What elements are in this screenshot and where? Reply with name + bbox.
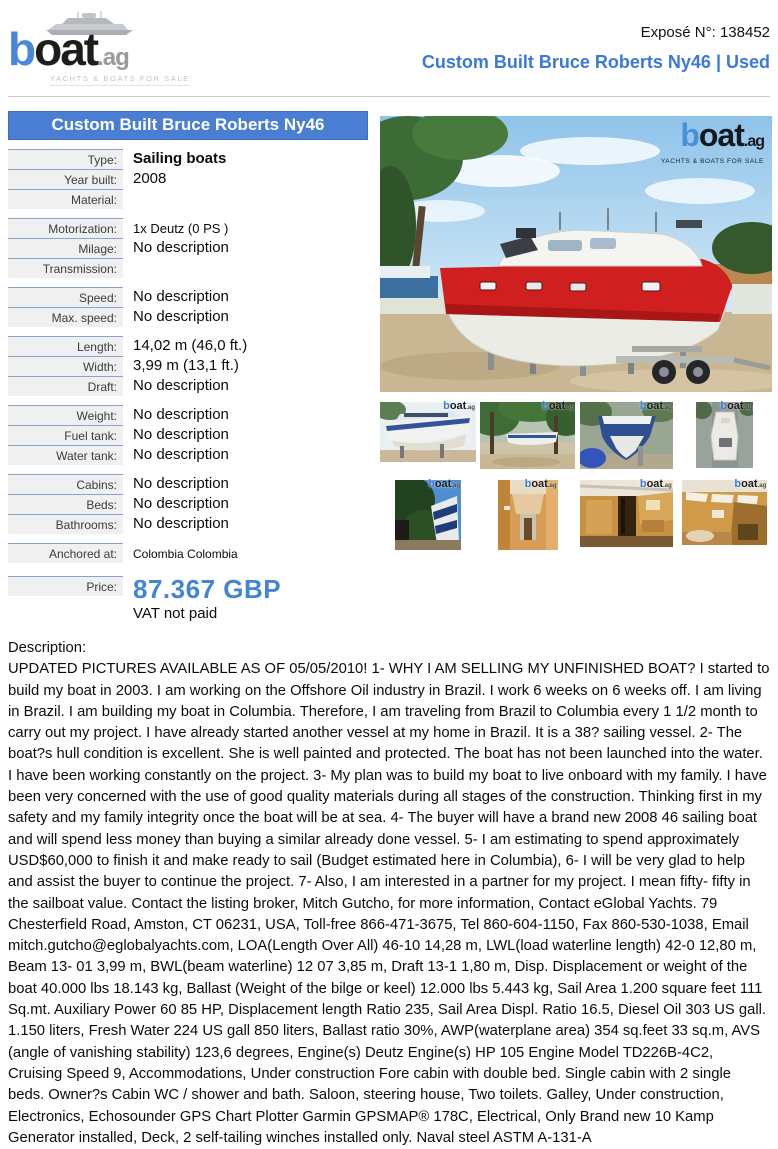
thumbnail-cell <box>579 480 674 550</box>
spec-row <box>8 425 368 445</box>
spec-group <box>8 405 368 465</box>
price-block <box>123 576 281 622</box>
spec-label: Cabins: <box>8 474 123 494</box>
description-label: Description: <box>8 640 87 656</box>
spec-row <box>8 376 368 396</box>
thumbnail-photo-interior-fore-cabin[interactable] <box>498 480 558 550</box>
price-row <box>8 576 368 622</box>
gallery-column <box>380 111 772 622</box>
spec-value: No description <box>133 475 229 492</box>
listing-title-header: Custom Built Bruce Roberts Ny46 | Used <box>421 52 770 72</box>
thumbnail-watermark: boat.ag <box>639 478 672 490</box>
spec-value: 2008 <box>133 170 167 187</box>
thumbnail-watermark: boat.ag <box>443 400 475 412</box>
spec-label: Length: <box>8 336 123 356</box>
spec-row <box>8 494 368 514</box>
spec-row <box>8 356 368 376</box>
spec-label: Draft: <box>8 376 123 396</box>
spec-value <box>123 189 133 190</box>
thumbnail-cell <box>579 402 674 472</box>
watermark-tagline: YACHTS & BOATS FOR SALE <box>660 158 764 165</box>
spec-row <box>8 543 368 563</box>
spec-table <box>8 149 368 563</box>
spec-label: Milage: <box>8 238 123 258</box>
thumbnail-watermark: boat.ag <box>542 400 574 412</box>
spec-value: No description <box>133 515 229 532</box>
thumbnail-cell <box>678 402 773 472</box>
thumbnail-cell <box>480 480 575 550</box>
spec-label: Transmission: <box>8 258 123 278</box>
spec-value: No description <box>133 426 229 443</box>
description-text: UPDATED PICTURES AVAILABLE AS OF 05/05/2010! 1- WHY I AM SELLING MY UNFINISHED BOAT? I started to build my boat in 2003. I am working on the Offshore Oil industry in Brazil. I work 6 weeks on 6 weeks off. I am living in Brazil. I am building my boat in Columbia. Therefore, I am traveling from Brazil to Columbia every 1 1/2 month to carry out my project. I have already started another vessel at my home in Brazil. It is a 38? sailing vessel. 2- The boat?s hull condition is excellent. She is well painted and protected. The boat has not been launched into the water. I have been working constantly on the project. 3- My plan was to build my boat to live onboard with my family. I have been very concerned with the use of good quality materials during all stages of the construction. Thinking first in my safety and my family integrity once the boat will be at sea. 4- The buyer will have a brand new 2008 46 sailing boat and will spend less money than buying a similar already done vessel. 5- I am estimating to spend approximately USD$60,000 to finish it and make ready to sail (Budget estimated here in Columbia), 6- I will be very glad to help and assist the buyer to continue the project. 7- Also, I am interested in a partner for my project. I mean fifty- fifty in the sailboat value. Contact the listing broker, Mitch Gutcho, for more information, Contact eGlobal Yachts. 79 Chesterfield Road, Amston, CT 06231, USA, Toll-free 866-471-3675, Tel 860-604-1150, Fax 860-530-1038, Email mitch.gutcho@eglobalyachts.com, LOA(Length Over All) 46-10 14,28 m, LWL(load waterline length) 42-0 12,80 m, Beam 13- 01 3,99 m, BWL(beam waterline) 12 07 3,85 m, Draft 13-1 1,80 m, Disp. Displacement or weight of the boat 40.000 lbs 18.143 kg, Ballast (Weight of the bilge or keel) 12.000 lbs 5.443 kg, Sail Area 1.200 square feet 111 Sq.mt. Auxiliary Power 60 85 HP, Displacement length Ratio 235, Sail Area Displ. Ratio 16.5, Diesel Oil 303 US gall. 1.150 liters, Fresh Water 224 US gall 850 liters, Ballast ratio 30%, AWP(waterplane area) 354 sq.feet 33 sq.m, AVS (angle of vanishing stability) 123,6 degrees, Engine(s) Deutz Engine(s) HP 105 Engine Model TD226B-4C2, Cruising Speed 9, Accommodations, Under construction Fore cabin with double bed. Single cabin with 2 single beds. Owner?s Cabin WC / shower and bath. Saloon, steering house, Two toilets. Galley, Under construction, Electronics, Echosounder GPS Chart Plotter Garmin GPSMAP® 178C, Electrical, Only Brand new 10 Kamp Generator installed, Deck, 2 self-tailing winches installed only. Naval steel ASTM A-131-A <box>8 661 770 1146</box>
thumbnail-photo-boatyard-trees[interactable] <box>480 402 575 469</box>
thumbnail-cell <box>480 402 575 472</box>
spec-row <box>8 405 368 425</box>
spec-row <box>8 218 368 238</box>
spec-label: Beds: <box>8 494 123 514</box>
price-value: 87.367 GBP <box>133 574 282 604</box>
spec-label: Max. speed: <box>8 307 123 327</box>
thumbnail-photo-tree-and-bow[interactable] <box>395 480 461 550</box>
spec-row <box>8 189 368 209</box>
spec-value: No description <box>133 288 229 305</box>
spec-group <box>8 218 368 278</box>
spec-label: Motorization: <box>8 218 123 238</box>
thumbnail-grid <box>380 402 772 550</box>
thumbnail-photo-interior-saloon-2[interactable] <box>682 480 767 545</box>
spec-column <box>8 111 368 622</box>
spec-value: 14,02 m (46,0 ft.) <box>133 337 248 354</box>
spec-group <box>8 336 368 396</box>
expose-number: Exposé N°: 138452 <box>640 24 770 41</box>
spec-row <box>8 287 368 307</box>
spec-value: No description <box>133 406 229 423</box>
spec-value: No description <box>133 239 229 256</box>
header-divider <box>8 96 770 97</box>
thumbnail-watermark: boat.ag <box>720 400 753 412</box>
spec-row <box>8 149 368 169</box>
spec-row <box>8 307 368 327</box>
main-content <box>8 111 770 622</box>
thumbnail-cell <box>678 480 773 550</box>
spec-row <box>8 169 368 189</box>
thumbnail-cell <box>380 480 476 550</box>
spec-value: No description <box>133 377 229 394</box>
thumbnail-watermark: boat.ag <box>524 478 557 490</box>
spec-group <box>8 474 368 534</box>
thumbnail-photo-interior-saloon[interactable] <box>580 480 673 547</box>
spec-value: 3,99 m (13,1 ft.) <box>133 357 239 374</box>
thumbnail-photo-hull-side-view[interactable] <box>380 402 476 462</box>
spec-row <box>8 445 368 465</box>
page-header <box>8 8 770 94</box>
spec-value: No description <box>133 446 229 463</box>
spec-value <box>123 258 133 259</box>
spec-row <box>8 336 368 356</box>
brand-tagline: YACHTS & BOATS FOR SALE <box>50 74 190 86</box>
description-section <box>8 638 770 1149</box>
spec-row <box>8 238 368 258</box>
spec-label: Anchored at: <box>8 543 123 563</box>
spec-row <box>8 474 368 494</box>
spec-label: Fuel tank: <box>8 425 123 445</box>
spec-group <box>8 287 368 327</box>
price-vat-note: VAT not paid <box>133 605 218 622</box>
spec-label: Year built: <box>8 169 123 189</box>
spec-value: No description <box>133 308 229 325</box>
spec-label: Material: <box>8 189 123 209</box>
thumbnail-photo-deck-top-view[interactable] <box>696 402 753 468</box>
spec-row <box>8 258 368 278</box>
price-label: Price: <box>8 576 123 596</box>
main-photo[interactable] <box>380 116 772 392</box>
spec-label: Speed: <box>8 287 123 307</box>
spec-group <box>8 149 368 209</box>
spec-label: Width: <box>8 356 123 376</box>
spec-label: Type: <box>8 149 123 169</box>
boat-ag-logo[interactable] <box>8 8 228 94</box>
thumbnail-watermark: boat.ag <box>734 478 767 490</box>
spec-group <box>8 543 368 563</box>
spec-label: Bathrooms: <box>8 514 123 534</box>
thumbnail-watermark: boat.ag <box>639 400 672 412</box>
header-meta <box>422 8 770 94</box>
spec-value: 1x Deutz (0 PS ) <box>133 221 229 236</box>
thumbnail-watermark: boat.ag <box>428 478 460 490</box>
spec-value: Sailing boats <box>133 150 227 167</box>
spec-value: No description <box>133 495 229 512</box>
listing-title-bar: Custom Built Bruce Roberts Ny46 <box>8 111 368 140</box>
thumbnail-photo-bow-front-view[interactable] <box>580 402 673 469</box>
spec-label: Weight: <box>8 405 123 425</box>
spec-label: Water tank: <box>8 445 123 465</box>
thumbnail-cell <box>380 402 476 472</box>
brand-wordmark: boat.ag <box>8 23 129 75</box>
spec-value: Colombia Colombia <box>133 547 238 561</box>
watermark-wordmark: boat.ag <box>680 117 764 153</box>
spec-row <box>8 514 368 534</box>
